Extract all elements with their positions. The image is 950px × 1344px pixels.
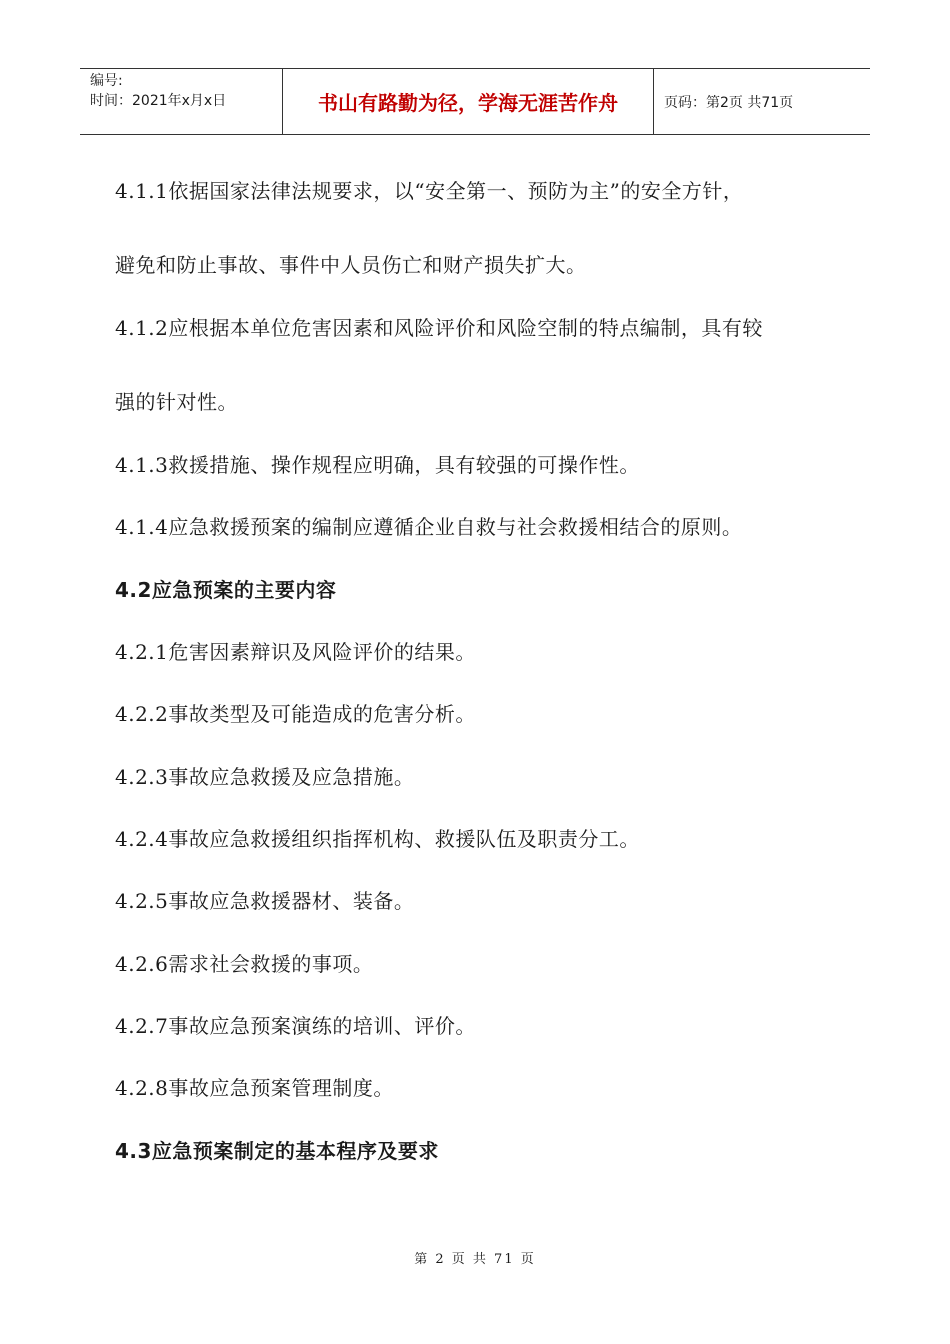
- paragraph-4-1-4: 4.1.4应急救援预案的编制应遵循企业自救与社会救援相结合的原则。: [115, 515, 743, 539]
- paragraph-4-2-4: 4.2.4事故应急救援组织指挥机构、救援队伍及职责分工。: [115, 827, 640, 851]
- paragraph-4-1-3: 4.1.3救援措施、操作规程应明确，具有较强的可操作性。: [115, 453, 640, 477]
- paragraph-4-2-6: 4.2.6需求社会救援的事项。: [115, 952, 374, 976]
- header-page-cell: [654, 69, 870, 134]
- section-heading-4-3: 4.3应急预案制定的基本程序及要求: [115, 1139, 439, 1163]
- header-motto: 书山有路勤为径，学海无涯苦作舟: [318, 91, 618, 115]
- paragraph-4-2-3: 4.2.3事故应急救援及应急措施。: [115, 765, 415, 789]
- paragraph-4-1-2-cont: 强的针对性。: [115, 390, 238, 414]
- paragraph-4-1-2: 4.1.2应根据本单位危害因素和风险评价和风险空制的特点编制，具有较: [115, 316, 763, 340]
- page-header: [80, 68, 870, 135]
- paragraph-4-1-1-cont: 避免和防止事故、事件中人员伤亡和财产损失扩大。: [115, 253, 587, 277]
- section-heading-4-2: 4.2应急预案的主要内容: [115, 578, 337, 602]
- paragraph-4-2-2: 4.2.2事故类型及可能造成的危害分析。: [115, 702, 476, 726]
- paragraph-4-1-1: 4.1.1依据国家法律法规要求，以“安全第一、预防为主”的安全方针，: [115, 179, 744, 203]
- paragraph-4-2-7: 4.2.7事故应急预案演练的培训、评价。: [115, 1014, 476, 1038]
- header-motto-cell: [282, 69, 654, 134]
- page-footer: 第 2 页 共 71 页: [414, 1252, 536, 1267]
- document-date: 时间：2021年x月x日: [90, 93, 227, 109]
- paragraph-4-2-1: 4.2.1危害因素辩识及风险评价的结果。: [115, 640, 476, 664]
- document-number-label: 编号:: [90, 73, 123, 89]
- paragraph-4-2-5: 4.2.5事故应急救援器材、装备。: [115, 889, 415, 913]
- header-meta: [80, 69, 282, 134]
- header-page-info: 页码：第2页 共71页: [664, 94, 794, 111]
- paragraph-4-2-8: 4.2.8事故应急预案管理制度。: [115, 1076, 394, 1100]
